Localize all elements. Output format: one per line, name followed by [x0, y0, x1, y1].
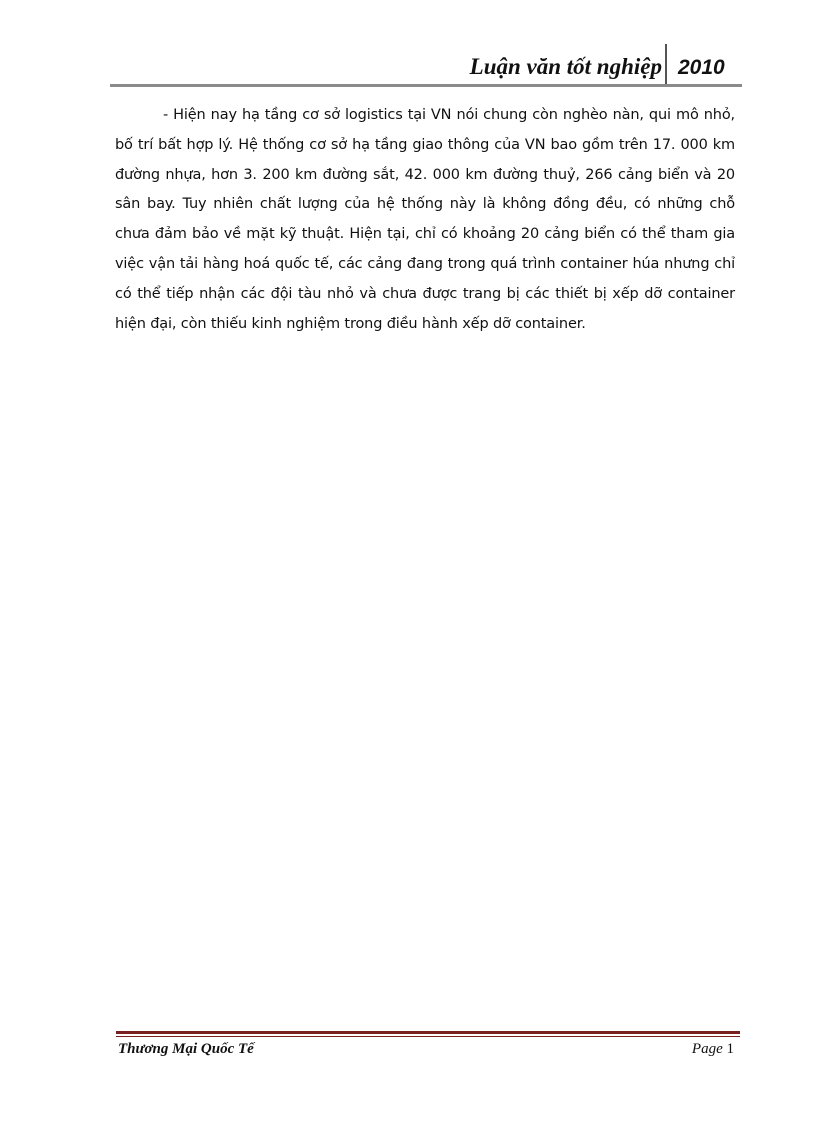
page-label: Page [691, 1041, 723, 1057]
footer-rule-thin [116, 1036, 740, 1037]
footer-page-indicator [692, 1038, 734, 1060]
body-paragraph: - Hiện nay hạ tầng cơ sở logistics tại VN nói chung còn nghèo nàn, qui mô nhỏ, bố trí bất hợp lý. Hệ thống cơ sở hạ tầng giao thông của VN bao gồm trên 17. 000 km đường nhựa, hơn 3. 200 km đường sắt, 42. 000 km đường thuỷ, 266 cảng biển và 20 sân bay. Tuy nhiên chất lượng của hệ thống này là không đồng đều, có những chỗ chưa đảm bảo về mặt kỹ thuật. Hiện tại, chỉ có khoảng 20 cảng biển có thể tham gia việc vận tải hàng hoá quốc tế, các cảng đang trong quá trình container húa nhưng chỉ có thể tiếp nhận các đội tàu nhỏ và chưa được trang bị các thiết bị xếp dỡ container hiện đại, còn thiếu kinh nghiệm trong điều hành xếp dỡ container. [115, 107, 735, 332]
footer-rule-thick [116, 1031, 740, 1034]
footer-section-title: Thương Mại Quốc Tế [118, 1041, 254, 1057]
header-year: 2010 [678, 56, 725, 79]
header-title: Luận văn tốt nghiệp [469, 54, 662, 79]
header-rule [110, 84, 742, 87]
header-divider [665, 44, 667, 85]
page-number: 1 [726, 1041, 734, 1057]
